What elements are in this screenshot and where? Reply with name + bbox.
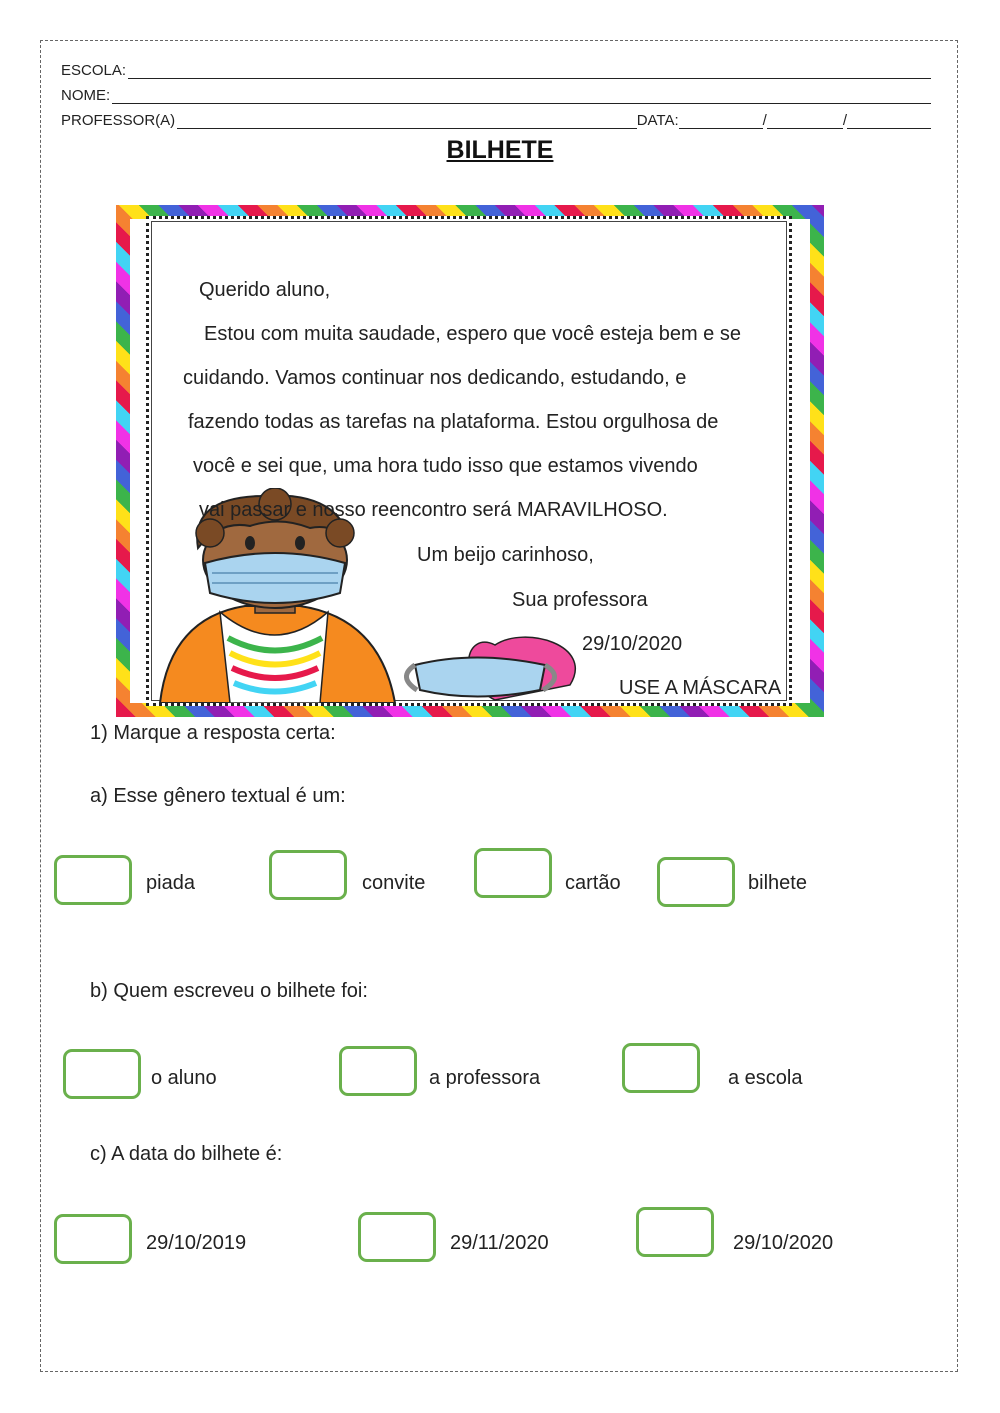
date-day-line[interactable]	[679, 114, 763, 129]
professor-line[interactable]	[177, 114, 637, 129]
checkbox-a-bilhete[interactable]	[657, 857, 735, 907]
option-a-bilhete: bilhete	[748, 872, 807, 894]
escola-line[interactable]	[128, 64, 931, 79]
note-closing: Um beijo carinhoso,	[417, 544, 594, 566]
page-title: BILHETE	[446, 136, 554, 164]
option-b-professora: a professora	[429, 1067, 541, 1089]
heart-mask-illustration	[395, 625, 595, 705]
date-month-line[interactable]	[767, 114, 843, 129]
checkbox-c-nov-2020[interactable]	[358, 1212, 436, 1262]
note-line-5: vai passar e nosso reencontro será MARAVILHOSO.	[199, 499, 668, 521]
note-line-4: você e sei que, uma hora tudo isso que estamos vivendo	[193, 455, 698, 477]
professor-label: PROFESSOR(A)	[61, 112, 176, 129]
checkbox-a-cartao[interactable]	[474, 848, 552, 898]
note-line-1: Estou com muita saudade, espero que você esteja bem e se	[204, 323, 741, 345]
question-b-prompt: b) Quem escreveu o bilhete foi:	[90, 980, 368, 1002]
checkbox-c-2019[interactable]	[54, 1214, 132, 1264]
question-a-prompt: a) Esse gênero textual é um:	[90, 785, 346, 807]
option-a-piada: piada	[146, 872, 195, 894]
question-1-heading: 1) Marque a resposta certa:	[90, 722, 336, 744]
date-sep-1: /	[762, 112, 767, 129]
data-label: DATA:	[636, 112, 679, 129]
question-c-prompt: c) A data do bilhete é:	[90, 1143, 283, 1165]
option-a-convite: convite	[362, 872, 426, 894]
nome-field[interactable]	[61, 87, 931, 104]
note-line-3: fazendo todas as tarefas na plataforma. Estou orgulhosa de	[188, 411, 719, 433]
option-c-2019: 29/10/2019	[146, 1232, 247, 1254]
date-sep-2: /	[842, 112, 847, 129]
professor-data-field[interactable]	[61, 112, 931, 129]
nome-line[interactable]	[112, 89, 931, 104]
checkbox-b-professora[interactable]	[339, 1046, 417, 1096]
escola-label: ESCOLA:	[61, 62, 127, 79]
checkbox-a-piada[interactable]	[54, 855, 132, 905]
checkbox-b-aluno[interactable]	[63, 1049, 141, 1099]
option-a-cartao: cartão	[565, 872, 621, 894]
note-ps: USE A MÁSCARA	[619, 677, 782, 699]
checkbox-c-oct-2020[interactable]	[636, 1207, 714, 1257]
nome-label: NOME:	[61, 87, 111, 104]
note-date: 29/10/2020	[582, 633, 683, 655]
date-year-line[interactable]	[847, 114, 931, 129]
note-greeting: Querido aluno,	[199, 279, 331, 301]
note-signature: Sua professora	[512, 589, 648, 611]
option-c-oct-2020: 29/10/2020	[733, 1232, 834, 1254]
escola-field[interactable]	[61, 62, 931, 79]
option-b-escola: a escola	[728, 1067, 803, 1089]
checkbox-a-convite[interactable]	[269, 850, 347, 900]
option-b-aluno: o aluno	[151, 1067, 217, 1089]
option-c-nov-2020: 29/11/2020	[450, 1232, 549, 1254]
checkbox-b-escola[interactable]	[622, 1043, 700, 1093]
note-line-2: cuidando. Vamos continuar nos dedicando, estudando, e	[183, 367, 687, 389]
